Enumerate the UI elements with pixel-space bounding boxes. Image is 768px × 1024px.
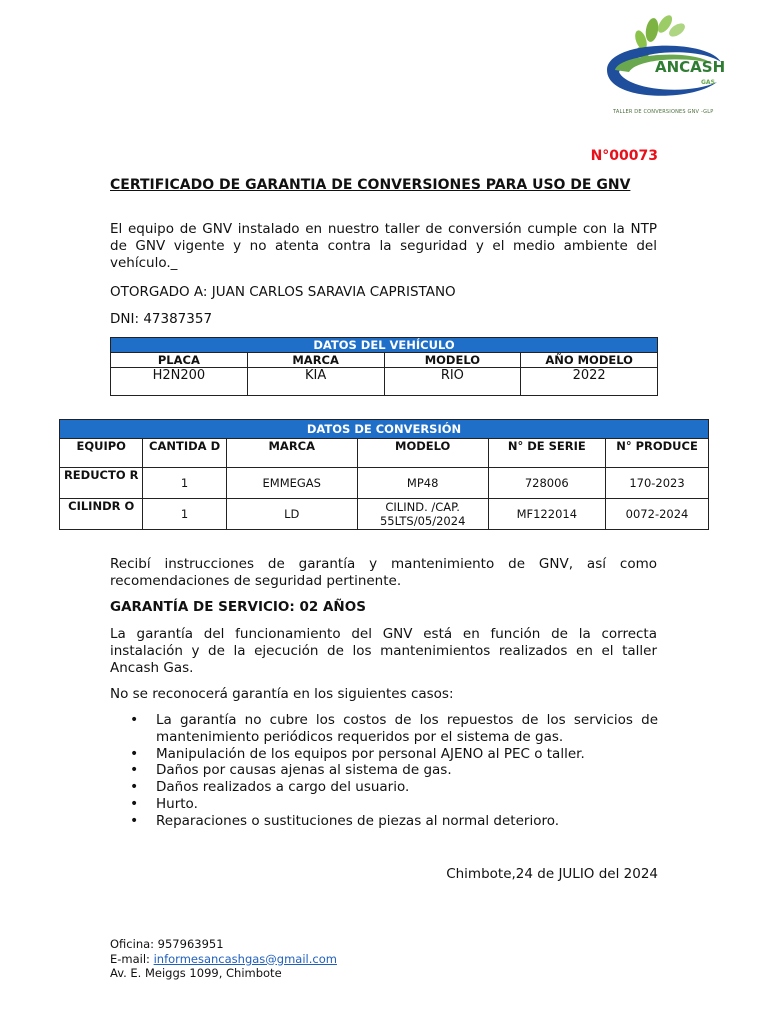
brand: EMMEGAS	[226, 468, 357, 499]
produce-number: 0072-2024	[606, 499, 709, 530]
email-link[interactable]: informesancashgas@gmail.com	[153, 951, 337, 966]
column-header: EQUIPO	[60, 439, 143, 468]
column-header: PLACA	[111, 353, 248, 368]
email-label: E-mail:	[110, 951, 154, 966]
vehicle-table	[110, 337, 658, 396]
vehicle-table-header: DATOS DEL VEHÍCULO	[111, 338, 658, 353]
granted-to: OTORGADO A: JUAN CARLOS SARAVIA CAPRISTANO	[110, 284, 456, 300]
conversion-table	[59, 419, 709, 530]
produce-number: 170-2023	[606, 468, 709, 499]
equipment-name: REDUCTO R	[60, 468, 143, 499]
table-row	[60, 468, 709, 499]
column-header: MARCA	[247, 353, 384, 368]
equipment-name: CILINDR O	[60, 499, 143, 530]
svg-text:ANCASH: ANCASH	[655, 58, 726, 76]
list-item: • Reparaciones o sustituciones de piezas al normal deterioro.	[110, 813, 658, 830]
footer-contact	[110, 937, 337, 981]
exclusions-intro: No se reconocerá garantía en los siguientes casos:	[110, 686, 454, 702]
office-phone: Oficina: 957963951	[110, 937, 224, 951]
model: MP48	[357, 468, 488, 499]
conversion-table-header: DATOS DE CONVERSIÓN	[60, 420, 709, 439]
intro-paragraph: El equipo de GNV instalado en nuestro taller de conversión cumple con la NTP de GNV vigente y no atenta contra la seguridad y el medio ambiente del vehículo._	[110, 221, 657, 271]
quantity: 1	[143, 468, 226, 499]
warranty-paragraph: La garantía del funcionamiento del GNV está en función de la correcta instalación y de la ejecución de los mantenimientos realizados en el taller Ancash Gas.	[110, 626, 657, 676]
address: Av. E. Meiggs 1099, Chimbote	[110, 966, 282, 980]
column-header: MODELO	[384, 353, 521, 368]
vehicle-model: RIO	[384, 368, 521, 396]
serial-number: 728006	[488, 468, 605, 499]
document-title: CERTIFICADO DE GARANTIA DE CONVERSIONES PARA USO DE GNV	[110, 177, 631, 193]
vehicle-brand: KIA	[247, 368, 384, 396]
list-item: • La garantía no cubre los costos de los repuestos de los servicios de mantenimiento periódicos requeridos por el sistema de gas.	[110, 712, 658, 746]
vehicle-year: 2022	[521, 368, 658, 396]
ancash-gas-logo-mark	[597, 10, 737, 110]
serial-number: MF122014	[488, 499, 605, 530]
list-item: • Hurto.	[110, 796, 658, 813]
table-row	[60, 499, 709, 530]
column-header: AÑO MODELO	[521, 353, 658, 368]
company-logo	[597, 10, 737, 120]
vehicle-plate: H2N200	[111, 368, 248, 396]
place-date: Chimbote,24 de JULIO del 2024	[446, 866, 658, 882]
column-header: CANTIDA D	[143, 439, 226, 468]
list-item: • Daños por causas ajenas al sistema de gas.	[110, 762, 658, 779]
svg-text:GAS: GAS	[701, 79, 715, 86]
column-header: N° DE SERIE	[488, 439, 605, 468]
model: CILIND. /CAP. 55LTS/05/2024	[357, 499, 488, 530]
logo-tagline: TALLER DE CONVERSIONES GNV -GLP	[613, 109, 714, 115]
certificate-number: N°00073	[590, 148, 658, 164]
quantity: 1	[143, 499, 226, 530]
column-header: MODELO	[357, 439, 488, 468]
received-instructions: Recibí instrucciones de garantía y mantenimiento de GNV, así como recomendaciones de seguridad pertinente.	[110, 556, 657, 589]
exclusions-list	[110, 712, 658, 830]
column-header: N° PRODUCE	[606, 439, 709, 468]
service-warranty-heading: GARANTÍA DE SERVICIO: 02 AÑOS	[110, 599, 366, 615]
list-item: • Manipulación de los equipos por personal AJENO al PEC o taller.	[110, 746, 658, 763]
list-item: • Daños realizados a cargo del usuario.	[110, 779, 658, 796]
brand: LD	[226, 499, 357, 530]
column-header: MARCA	[226, 439, 357, 468]
email-line	[110, 952, 337, 967]
dni: DNI: 47387357	[110, 311, 213, 327]
